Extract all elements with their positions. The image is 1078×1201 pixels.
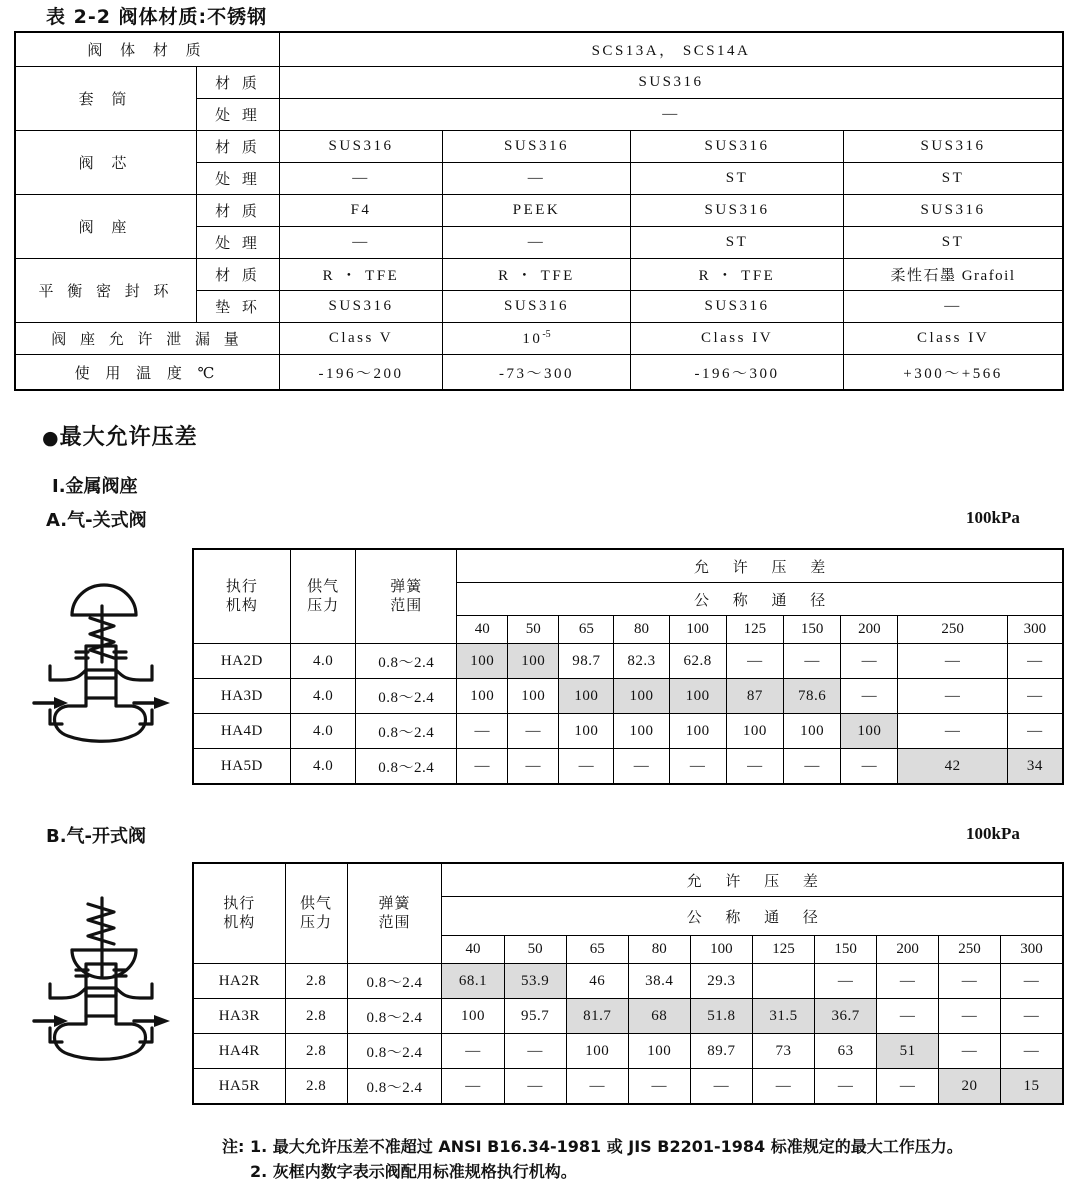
subrow-label-gasket: 垫 环 [197,291,280,323]
cell-ring-gasket-4: — [844,291,1064,323]
cell-value: 15 [1001,1069,1064,1105]
cell-value: 100 [669,679,726,714]
subsection-b-label: B.气-开式阀 [46,826,147,847]
cell-leakage-2 [443,323,631,355]
cell-value: 51 [877,1034,939,1069]
section-heading-max-pressure [42,420,198,451]
cell-value: — [877,964,939,999]
cell-seat-treatment-4: ST [844,227,1064,259]
valve-material-table [14,31,1064,391]
cell-temperature-3: -196～300 [631,355,844,391]
cell-value: 42 [898,749,1007,785]
cell-spring: 0.8～2.4 [356,749,457,785]
header-size-40: 40 [457,616,508,644]
table-row [193,964,1063,999]
cell-supply: 4.0 [290,644,356,679]
subrow-label-treatment: 处 理 [197,227,280,259]
cell-spring: 0.8～2.4 [347,1034,442,1069]
cell-plug-treatment-1: — [280,163,443,195]
table-row [193,749,1063,785]
cell-value [752,964,814,999]
valve-icon [28,558,188,758]
cell-value: — [508,749,559,785]
subsection-a-label: A.气-关式阀 [46,510,147,531]
cell-plug-material-1: SUS316 [280,131,443,163]
cell-spring: 0.8～2.4 [347,1069,442,1105]
cell-value: 63 [815,1034,877,1069]
bullet-icon: ● [42,427,60,449]
header-nominal-diameter: 公 称 通 径 [442,897,1063,936]
cell-value: 51.8 [690,999,752,1034]
leakage-exponent: -5 [542,329,551,340]
header-actuator [193,863,285,964]
header-size-50: 50 [504,936,566,964]
cell-actuator: HA3D [193,679,290,714]
cell-ring-material-2: R ・ TFE [443,259,631,291]
cell-value: — [784,644,841,679]
cell-supply: 4.0 [290,749,356,785]
cell-value: — [877,1069,939,1105]
cell-value: — [939,964,1001,999]
cell-value: 100 [614,714,669,749]
cell-ring-gasket-3: SUS316 [631,291,844,323]
row-header-sleeve: 套 筒 [15,67,197,131]
cell-body-material-value: SCS13A， SCS14A [280,32,1064,67]
cell-value: — [898,679,1007,714]
subrow-label-material: 材 质 [197,131,280,163]
table-row [15,323,1063,355]
header-size-80: 80 [628,936,690,964]
cell-seat-material-1: F4 [280,195,443,227]
cell-value: 100 [559,679,614,714]
header-supply-pressure [285,863,347,964]
row-header-plug: 阀 芯 [15,131,197,195]
cell-value: — [457,714,508,749]
table-caption: 表 2-2 阀体材质:不锈钢 [46,6,268,28]
cell-value: — [784,749,841,785]
table-row [193,679,1063,714]
cell-spring: 0.8～2.4 [347,964,442,999]
cell-actuator: HA2D [193,644,290,679]
row-header-balance-seal: 平 衡 密 封 环 [15,259,197,323]
header-size-250: 250 [939,936,1001,964]
cell-actuator: HA2R [193,964,285,999]
row-header-body-material: 阀 体 材 质 [15,32,280,67]
cell-value: — [566,1069,628,1105]
header-size-250: 250 [898,616,1007,644]
header-size-200: 200 [877,936,939,964]
cell-actuator: HA4R [193,1034,285,1069]
header-spring-line1: 弹簧 [390,578,423,595]
header-supply-line2: 压力 [307,597,340,614]
header-size-80: 80 [614,616,669,644]
cell-value: 100 [784,714,841,749]
cell-spring: 0.8～2.4 [356,714,457,749]
table-row [193,644,1063,679]
cell-supply: 4.0 [290,679,356,714]
cell-value: — [841,644,898,679]
table-row [15,355,1063,391]
cell-plug-material-2: SUS316 [443,131,631,163]
pressure-table-air-to-close [192,548,1064,785]
valve-icon [28,872,188,1072]
header-size-65: 65 [559,616,614,644]
cell-supply: 4.0 [290,714,356,749]
cell-value: — [457,749,508,785]
table-row [15,131,1063,163]
header-actuator-line2: 机构 [225,597,258,614]
cell-value: 100 [841,714,898,749]
row-header-leakage: 阀 座 允 许 泄 漏 量 [15,323,280,355]
table-row [15,67,1063,99]
cell-value: — [614,749,669,785]
cell-value: — [504,1034,566,1069]
cell-value: 100 [669,714,726,749]
air-to-open-valve-diagram [28,872,188,1072]
subrow-label-material: 材 质 [197,259,280,291]
table-row [15,259,1063,291]
cell-actuator: HA5R [193,1069,285,1105]
table-row [193,1034,1063,1069]
header-supply-line2: 压力 [300,914,333,931]
cell-leakage-3: Class IV [631,323,844,355]
cell-value: — [690,1069,752,1105]
row-header-temperature: 使 用 温 度 ℃ [15,355,280,391]
header-supply-line1: 供气 [307,578,340,595]
cell-ring-gasket-1: SUS316 [280,291,443,323]
cell-value: 81.7 [566,999,628,1034]
cell-actuator: HA3R [193,999,285,1034]
row-header-seat: 阀 座 [15,195,197,259]
header-supply-pressure [290,549,356,644]
cell-ring-material-4: 柔性石墨 Grafoil [844,259,1064,291]
cell-ring-material-3: R ・ TFE [631,259,844,291]
cell-value: — [898,644,1007,679]
cell-spring: 0.8～2.4 [356,644,457,679]
cell-seat-material-3: SUS316 [631,195,844,227]
cell-value: 78.6 [784,679,841,714]
cell-value: — [841,679,898,714]
section-heading-text: 最大允许压差 [59,425,198,450]
header-size-200: 200 [841,616,898,644]
cell-value: 53.9 [504,964,566,999]
cell-value: — [939,999,1001,1034]
cell-ring-gasket-2: SUS316 [443,291,631,323]
header-nominal-diameter: 公 称 通 径 [457,583,1063,616]
table-row [193,999,1063,1034]
cell-value: — [877,999,939,1034]
header-spring-range [347,863,442,964]
cell-leakage-1: Class V [280,323,443,355]
cell-value: 100 [508,679,559,714]
cell-temperature-2: -73～300 [443,355,631,391]
cell-supply: 2.8 [285,1034,347,1069]
cell-value: 20 [939,1069,1001,1105]
pressure-table-air-to-open [192,862,1064,1105]
table-header-row [193,863,1063,897]
unit-label-a: 100kPa [966,508,1020,527]
header-size-125: 125 [726,616,783,644]
cell-value: — [508,714,559,749]
cell-value: — [669,749,726,785]
cell-value: — [898,714,1007,749]
header-actuator-line1: 执行 [223,895,256,912]
cell-temperature-1: -196～200 [280,355,443,391]
cell-supply: 2.8 [285,964,347,999]
table-row [193,1069,1063,1105]
cell-plug-material-3: SUS316 [631,131,844,163]
cell-value: — [442,1069,504,1105]
cell-value: 100 [508,644,559,679]
cell-seat-material-4: SUS316 [844,195,1064,227]
cell-ring-material-1: R ・ TFE [280,259,443,291]
header-size-150: 150 [784,616,841,644]
cell-value: 36.7 [815,999,877,1034]
cell-value: — [628,1069,690,1105]
cell-supply: 2.8 [285,1069,347,1105]
cell-plug-treatment-2: — [443,163,631,195]
cell-value: 89.7 [690,1034,752,1069]
cell-value: — [504,1069,566,1105]
cell-value: 31.5 [752,999,814,1034]
header-supply-line1: 供气 [300,895,333,912]
cell-value: — [559,749,614,785]
subsection-metal-seat: I.金属阀座 [52,476,138,497]
cell-seat-material-2: PEEK [443,195,631,227]
cell-seat-treatment-1: — [280,227,443,259]
subrow-label-material: 材 质 [197,67,280,99]
note-line-2: 2. 灰框内数字表示阀配用标准规格执行机构。 [250,1162,577,1181]
header-actuator [193,549,290,644]
cell-value: 29.3 [690,964,752,999]
cell-value: — [1007,679,1063,714]
header-size-50: 50 [508,616,559,644]
subrow-label-material: 材 质 [197,195,280,227]
cell-value: 87 [726,679,783,714]
header-size-65: 65 [566,936,628,964]
cell-value: 68.1 [442,964,504,999]
table-notes [222,1134,963,1184]
table-row [193,714,1063,749]
cell-value: — [1007,644,1063,679]
header-spring-line2: 范围 [378,914,411,931]
header-actuator-line1: 执行 [225,578,258,595]
cell-value: 46 [566,964,628,999]
table-row [15,195,1063,227]
cell-actuator: HA4D [193,714,290,749]
cell-value: — [752,1069,814,1105]
cell-value: 34 [1007,749,1063,785]
cell-value: 98.7 [559,644,614,679]
header-size-125: 125 [752,936,814,964]
cell-value: 100 [442,999,504,1034]
header-size-300: 300 [1001,936,1064,964]
note-line-1: 注: 1. 最大允许压差不准超过 ANSI B16.34-1981 或 JIS B2201-1984 标准规定的最大工作压力。 [222,1137,963,1156]
cell-value: 100 [559,714,614,749]
cell-value: — [726,644,783,679]
table-row [15,32,1063,67]
cell-value: — [1001,1034,1064,1069]
cell-value: — [815,964,877,999]
cell-value: 62.8 [669,644,726,679]
header-allowable-pressure-diff: 允 许 压 差 [457,549,1063,583]
leakage-base: 10 [522,331,543,347]
cell-value: — [442,1034,504,1069]
cell-value: — [841,749,898,785]
cell-spring: 0.8～2.4 [347,999,442,1034]
cell-plug-treatment-4: ST [844,163,1064,195]
cell-spring: 0.8～2.4 [356,679,457,714]
cell-temperature-4: +300～+566 [844,355,1064,391]
cell-actuator: HA5D [193,749,290,785]
cell-value: 68 [628,999,690,1034]
cell-value: 73 [752,1034,814,1069]
cell-leakage-4: Class IV [844,323,1064,355]
header-allowable-pressure-diff: 允 许 压 差 [442,863,1063,897]
cell-plug-treatment-3: ST [631,163,844,195]
cell-value: — [726,749,783,785]
unit-label-b: 100kPa [966,824,1020,843]
cell-value: — [1001,964,1064,999]
cell-value: — [939,1034,1001,1069]
cell-value: 38.4 [628,964,690,999]
cell-seat-treatment-2: — [443,227,631,259]
header-spring-line1: 弹簧 [378,895,411,912]
cell-sleeve-treatment: — [280,99,1064,131]
cell-value: — [1001,999,1064,1034]
header-spring-line2: 范围 [390,597,423,614]
cell-plug-material-4: SUS316 [844,131,1064,163]
subrow-label-treatment: 处 理 [197,99,280,131]
header-size-100: 100 [669,616,726,644]
header-actuator-line2: 机构 [223,914,256,931]
header-spring-range [356,549,457,644]
header-size-150: 150 [815,936,877,964]
cell-value: 82.3 [614,644,669,679]
cell-value: 100 [614,679,669,714]
cell-value: 100 [457,644,508,679]
subrow-label-treatment: 处 理 [197,163,280,195]
header-size-300: 300 [1007,616,1063,644]
header-size-40: 40 [442,936,504,964]
table-header-row [193,549,1063,583]
cell-sleeve-material: SUS316 [280,67,1064,99]
cell-value: 100 [726,714,783,749]
air-to-close-valve-diagram [28,558,188,758]
cell-value: 100 [457,679,508,714]
cell-supply: 2.8 [285,999,347,1034]
cell-value: — [815,1069,877,1105]
cell-value: 100 [566,1034,628,1069]
cell-value: — [1007,714,1063,749]
cell-seat-treatment-3: ST [631,227,844,259]
cell-value: 95.7 [504,999,566,1034]
cell-value: 100 [628,1034,690,1069]
header-size-100: 100 [690,936,752,964]
